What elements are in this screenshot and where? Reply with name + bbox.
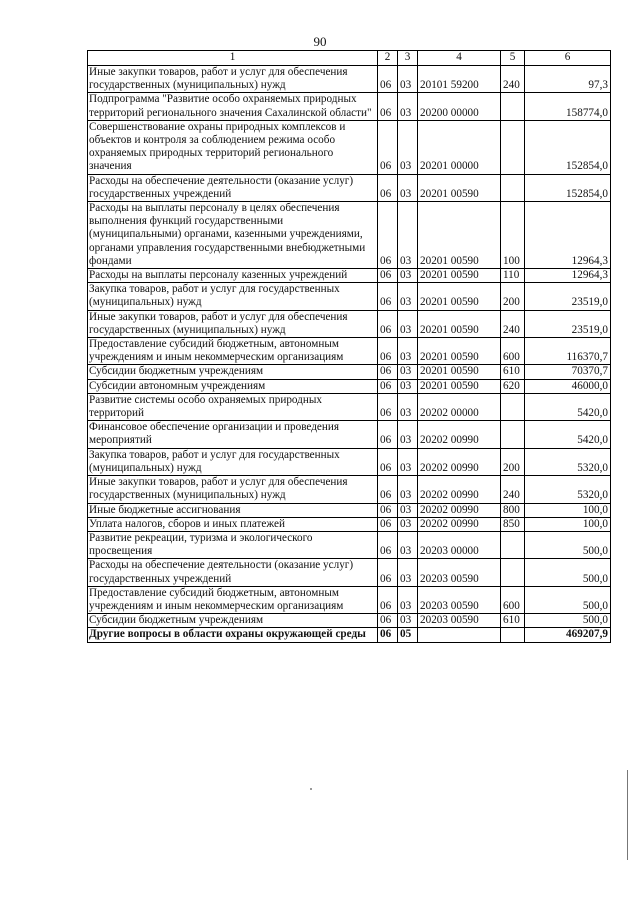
row-section-cell: 06 [378,174,398,201]
row-section-cell: 06 [378,503,398,517]
row-amount-cell: 469207,9 [525,628,611,642]
row-expense-type-cell [501,120,525,174]
row-subsection-cell: 03 [398,531,418,558]
row-expense-type-cell [501,174,525,201]
row-expense-type-cell: 600 [501,338,525,365]
row-name-cell: Другие вопросы в области охраны окружающей среды [88,628,378,642]
row-amount-cell: 100,0 [525,517,611,531]
budget-table [87,50,611,643]
row-target-article-cell: 20201 00590 [418,379,501,393]
row-target-article-cell: 20203 00590 [418,586,501,613]
row-expense-type-cell: 240 [501,66,525,93]
row-subsection-cell: 03 [398,503,418,517]
row-subsection-cell: 03 [398,120,418,174]
table-row [88,517,611,531]
row-section-cell: 06 [378,393,398,420]
row-subsection-cell: 03 [398,448,418,475]
column-header-expense-type: 5 [501,51,525,66]
row-section-cell: 06 [378,421,398,448]
row-expense-type-cell: 100 [501,202,525,269]
row-name-cell: Предоставление субсидий бюджетным, автономным учреждениям и иным некоммерческим организациям [88,586,378,613]
row-subsection-cell: 03 [398,365,418,379]
table-row [88,393,611,420]
row-subsection-cell: 03 [398,174,418,201]
row-section-cell: 06 [378,531,398,558]
row-section-cell: 06 [378,379,398,393]
table-row [88,531,611,558]
page-number: 90 [313,34,327,49]
table-row [88,421,611,448]
row-name-cell: Расходы на выплаты персоналу казенных учреждений [88,269,378,283]
row-name-cell: Иные бюджетные ассигнования [88,503,378,517]
row-section-cell: 06 [378,559,398,586]
column-header-amount: 6 [525,51,611,66]
scan-speck [310,788,312,790]
row-name-cell: Финансовое обеспечение организации и проведения мероприятий [88,421,378,448]
row-subsection-cell: 03 [398,338,418,365]
row-expense-type-cell: 110 [501,269,525,283]
row-subsection-cell: 03 [398,283,418,310]
row-subsection-cell: 03 [398,66,418,93]
row-target-article-cell: 20201 00590 [418,310,501,337]
row-name-cell: Субсидии бюджетным учреждениям [88,614,378,628]
row-target-article-cell: 20202 00990 [418,503,501,517]
row-subsection-cell: 03 [398,476,418,503]
row-amount-cell: 158774,0 [525,93,611,120]
row-section-cell: 06 [378,283,398,310]
row-amount-cell: 46000,0 [525,379,611,393]
row-section-cell: 06 [378,338,398,365]
row-section-cell: 06 [378,365,398,379]
row-name-cell: Субсидии бюджетным учреждениям [88,365,378,379]
row-expense-type-cell: 200 [501,448,525,475]
row-subsection-cell: 03 [398,393,418,420]
table-row [88,379,611,393]
row-section-cell: 06 [378,517,398,531]
table-row [88,283,611,310]
row-subsection-cell: 05 [398,628,418,642]
row-target-article-cell: 20201 00590 [418,269,501,283]
row-subsection-cell: 03 [398,379,418,393]
row-expense-type-cell: 610 [501,614,525,628]
row-name-cell: Закупка товаров, работ и услуг для государственных (муниципальных) нужд [88,283,378,310]
table-row [88,66,611,93]
row-name-cell: Развитие системы особо охраняемых природных территорий [88,393,378,420]
row-subsection-cell: 03 [398,614,418,628]
row-target-article-cell: 20202 00990 [418,476,501,503]
row-amount-cell: 5320,0 [525,476,611,503]
row-name-cell: Расходы на обеспечение деятельности (оказание услуг) государственных учреждений [88,174,378,201]
row-subsection-cell: 03 [398,310,418,337]
row-amount-cell: 5320,0 [525,448,611,475]
row-section-cell: 06 [378,93,398,120]
row-amount-cell: 116370,7 [525,338,611,365]
row-target-article-cell: 20203 00590 [418,559,501,586]
row-expense-type-cell: 850 [501,517,525,531]
row-name-cell: Закупка товаров, работ и услуг для государственных (муниципальных) нужд [88,448,378,475]
row-expense-type-cell: 800 [501,503,525,517]
row-amount-cell: 500,0 [525,614,611,628]
row-amount-cell: 500,0 [525,586,611,613]
column-header-subsection: 3 [398,51,418,66]
row-expense-type-cell [501,93,525,120]
row-expense-type-cell [501,393,525,420]
row-target-article-cell: 20202 00000 [418,393,501,420]
row-target-article-cell: 20202 00990 [418,517,501,531]
row-section-cell: 06 [378,628,398,642]
row-target-article-cell: 20201 00000 [418,120,501,174]
row-expense-type-cell: 240 [501,476,525,503]
table-row [88,628,611,642]
row-amount-cell: 500,0 [525,559,611,586]
row-section-cell: 06 [378,586,398,613]
row-target-article-cell: 20201 00590 [418,202,501,269]
table-row [88,120,611,174]
row-amount-cell: 100,0 [525,503,611,517]
table-row [88,338,611,365]
row-target-article-cell: 20101 59200 [418,66,501,93]
scan-edge-mark [627,770,628,860]
table-row [88,586,611,613]
row-target-article-cell: 20201 00590 [418,283,501,310]
table-row [88,174,611,201]
table-row [88,614,611,628]
row-amount-cell: 23519,0 [525,310,611,337]
row-name-cell: Уплата налогов, сборов и иных платежей [88,517,378,531]
row-expense-type-cell [501,421,525,448]
row-name-cell: Иные закупки товаров, работ и услуг для обеспечения государственных (муниципальных) нужд [88,66,378,93]
row-amount-cell: 12964,3 [525,269,611,283]
table-body [88,66,611,643]
column-header-target-article: 4 [418,51,501,66]
row-name-cell: Иные закупки товаров, работ и услуг для обеспечения государственных (муниципальных) нужд [88,310,378,337]
row-name-cell: Расходы на обеспечение деятельности (оказание услуг) государственных учреждений [88,559,378,586]
row-amount-cell: 152854,0 [525,174,611,201]
row-amount-cell: 97,3 [525,66,611,93]
row-target-article-cell: 20203 00590 [418,614,501,628]
row-section-cell: 06 [378,310,398,337]
row-name-cell: Субсидии автономным учреждениям [88,379,378,393]
table-row [88,448,611,475]
row-expense-type-cell: 620 [501,379,525,393]
table-row [88,503,611,517]
row-amount-cell: 12964,3 [525,202,611,269]
row-target-article-cell: 20200 00000 [418,93,501,120]
row-name-cell: Совершенствование охраны природных комплексов и объектов и контроля за соблюдением режима особо охраняемых природных территорий регионального значения [88,120,378,174]
row-expense-type-cell [501,628,525,642]
row-subsection-cell: 03 [398,517,418,531]
row-expense-type-cell: 600 [501,586,525,613]
row-subsection-cell: 03 [398,269,418,283]
row-expense-type-cell [501,559,525,586]
table-row [88,476,611,503]
row-section-cell: 06 [378,66,398,93]
table-row [88,559,611,586]
row-expense-type-cell: 200 [501,283,525,310]
row-amount-cell: 5420,0 [525,393,611,420]
row-subsection-cell: 03 [398,93,418,120]
row-target-article-cell: 20201 00590 [418,365,501,379]
header-row [88,51,611,66]
row-target-article-cell: 20203 00000 [418,531,501,558]
table-row [88,269,611,283]
row-amount-cell: 500,0 [525,531,611,558]
row-subsection-cell: 03 [398,586,418,613]
row-section-cell: 06 [378,448,398,475]
row-amount-cell: 5420,0 [525,421,611,448]
row-name-cell: Иные закупки товаров, работ и услуг для обеспечения государственных (муниципальных) нужд [88,476,378,503]
row-expense-type-cell: 610 [501,365,525,379]
row-section-cell: 06 [378,614,398,628]
row-name-cell: Подпрограмма "Развитие особо охраняемых природных территорий регионального значения Сахалинской области" [88,93,378,120]
row-section-cell: 06 [378,202,398,269]
row-name-cell: Расходы на выплаты персоналу в целях обеспечения выполнения функций государственными (муниципальными) органами, казенными учреждениями, органами управления государственными внебюджетными фондами [88,202,378,269]
row-amount-cell: 152854,0 [525,120,611,174]
table-row [88,310,611,337]
row-name-cell: Развитие рекреации, туризма и экологического просвещения [88,531,378,558]
row-target-article-cell: 20201 00590 [418,174,501,201]
row-name-cell: Предоставление субсидий бюджетным, автономным учреждениям и иным некоммерческим организациям [88,338,378,365]
row-section-cell: 06 [378,476,398,503]
row-target-article-cell: 20201 00590 [418,338,501,365]
column-header-name: 1 [88,51,378,66]
row-subsection-cell: 03 [398,421,418,448]
row-amount-cell: 23519,0 [525,283,611,310]
row-amount-cell: 70370,7 [525,365,611,379]
table-row [88,365,611,379]
row-expense-type-cell: 240 [501,310,525,337]
row-section-cell: 06 [378,269,398,283]
row-target-article-cell: 20202 00990 [418,448,501,475]
row-target-article-cell: 20202 00990 [418,421,501,448]
row-target-article-cell [418,628,501,642]
row-subsection-cell: 03 [398,559,418,586]
table-row [88,202,611,269]
row-expense-type-cell [501,531,525,558]
row-section-cell: 06 [378,120,398,174]
row-subsection-cell: 03 [398,202,418,269]
column-header-section: 2 [378,51,398,66]
table-row [88,93,611,120]
